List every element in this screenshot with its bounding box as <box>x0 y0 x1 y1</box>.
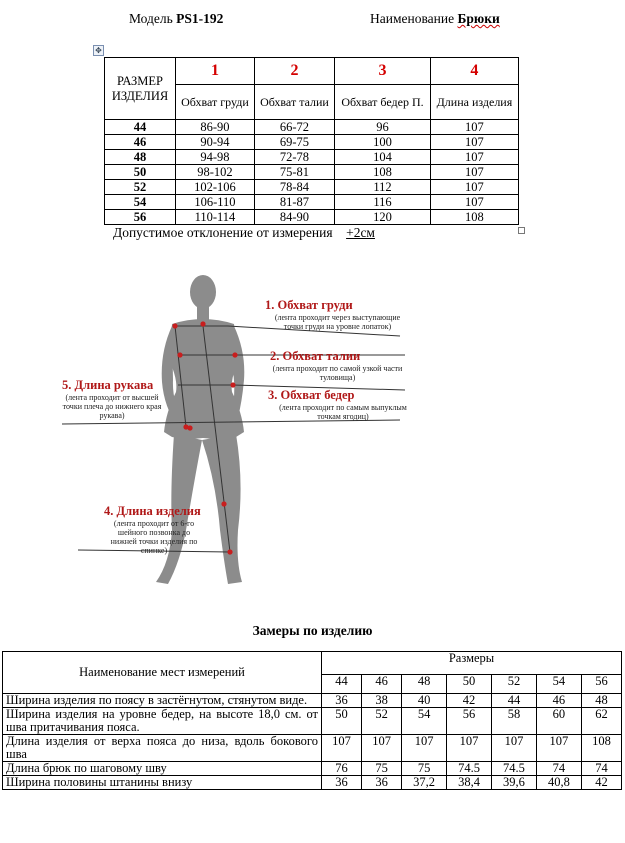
size-cell: 44 <box>105 120 176 135</box>
size-column-header: 48 <box>402 675 447 694</box>
value-cell: 112 <box>335 180 431 195</box>
measurement-name: Длина изделия от верха пояса до низа, вдоль бокового шва <box>3 735 322 762</box>
measurement-value: 107 <box>402 735 447 762</box>
col-title-chest: Обхват груди <box>176 85 255 120</box>
value-cell: 107 <box>430 120 518 135</box>
value-cell: 72-78 <box>254 150 334 165</box>
measurement-value: 40 <box>402 694 447 708</box>
measurement-value: 60 <box>536 708 581 735</box>
size-cell: 54 <box>105 195 176 210</box>
measurement-figure <box>60 262 420 592</box>
name-header <box>370 11 500 27</box>
table-row <box>105 120 519 135</box>
tolerance-value: +2см <box>346 225 375 240</box>
col-title-length: Длина изделия <box>430 85 518 120</box>
value-cell: 86-90 <box>176 120 255 135</box>
table-row <box>3 708 622 735</box>
table-row <box>105 210 519 225</box>
size-cell: 56 <box>105 210 176 225</box>
value-cell: 120 <box>335 210 431 225</box>
col-number-4: 4 <box>430 58 518 85</box>
value-cell: 84-90 <box>254 210 334 225</box>
measurement-value: 52 <box>362 708 402 735</box>
measurement-value: 107 <box>536 735 581 762</box>
tolerance-note <box>113 225 375 241</box>
value-cell: 96 <box>335 120 431 135</box>
col-number-1: 1 <box>176 58 255 85</box>
col-number-2: 2 <box>254 58 334 85</box>
measurement-value: 54 <box>402 708 447 735</box>
value-cell: 107 <box>430 180 518 195</box>
size-column-header: 54 <box>536 675 581 694</box>
col-title-hips: Обхват бедер П. <box>335 85 431 120</box>
size-column-header: 52 <box>492 675 537 694</box>
value-cell: 107 <box>430 135 518 150</box>
measure-length-label: 4. Длина изделия (лента проходит от 6-го шейного позвонка до нижней точки изделия по спинке) <box>104 504 201 555</box>
value-cell: 107 <box>430 165 518 180</box>
measure-waist-label: 2. Обхват талии (лента проходит по самой узкой части туловища) <box>270 349 403 382</box>
value-cell: 98-102 <box>176 165 255 180</box>
measurements-title: Замеры по изделию <box>252 623 373 638</box>
table-move-handle-icon[interactable]: ✥ <box>93 45 104 56</box>
size-column-header: 44 <box>322 675 362 694</box>
measure-sleeve-label: 5. Длина рукава (лента проходит от высшей точки плеча до нижнего края рукава) <box>62 378 162 420</box>
value-cell: 107 <box>430 150 518 165</box>
measurement-value: 36 <box>322 776 362 790</box>
value-cell: 108 <box>430 210 518 225</box>
name-label: Наименование <box>370 11 455 26</box>
measurement-value: 62 <box>581 708 621 735</box>
table-row <box>3 762 622 776</box>
table-row <box>3 694 622 708</box>
measurement-value: 37,2 <box>402 776 447 790</box>
value-cell: 106-110 <box>176 195 255 210</box>
tolerance-text: Допустимое отклонение от измерения <box>113 225 333 240</box>
value-cell: 78-84 <box>254 180 334 195</box>
measurement-value: 44 <box>492 694 537 708</box>
size-header-cell: РАЗМЕР ИЗДЕЛИЯ <box>105 58 176 120</box>
sizes-header: Размеры <box>322 652 622 675</box>
model-header <box>129 11 223 27</box>
measurement-value: 56 <box>447 708 492 735</box>
measure-chest-label: 1. Обхват груди (лента проходит через выступающие точки груди на уровне лопаток) <box>265 298 401 331</box>
measurement-value: 76 <box>322 762 362 776</box>
measure-hips-label: 3. Обхват бедер (лента проходит по самым выпуклым точкам ягодиц) <box>268 388 407 421</box>
measurement-value: 74.5 <box>492 762 537 776</box>
measurement-value: 48 <box>581 694 621 708</box>
measurement-value: 38 <box>362 694 402 708</box>
table-row <box>3 776 622 790</box>
value-cell: 75-81 <box>254 165 334 180</box>
size-cell: 50 <box>105 165 176 180</box>
measurement-value: 74 <box>581 762 621 776</box>
measurement-value: 42 <box>581 776 621 790</box>
table-row <box>105 195 519 210</box>
size-table <box>104 57 519 225</box>
measurement-value: 58 <box>492 708 537 735</box>
measurement-value: 39,6 <box>492 776 537 790</box>
measurement-value: 107 <box>322 735 362 762</box>
place-name-header: Наименование мест измерений <box>3 652 322 694</box>
name-value: Брюки <box>457 11 500 26</box>
measurement-value: 42 <box>447 694 492 708</box>
value-cell: 81-87 <box>254 195 334 210</box>
measurement-value: 36 <box>322 694 362 708</box>
value-cell: 69-75 <box>254 135 334 150</box>
value-cell: 107 <box>430 195 518 210</box>
size-column-header: 56 <box>581 675 621 694</box>
measurement-value: 36 <box>362 776 402 790</box>
size-cell: 46 <box>105 135 176 150</box>
measurement-name: Ширина половины штанины внизу <box>3 776 322 790</box>
value-cell: 100 <box>335 135 431 150</box>
col-title-waist: Обхват талии <box>254 85 334 120</box>
measurement-value: 107 <box>492 735 537 762</box>
model-value: PS1-192 <box>176 11 224 26</box>
measurement-name: Ширина изделия на уровне бедер, на высоте 18,0 см. от шва притачивания пояса. <box>3 708 322 735</box>
col-number-3: 3 <box>335 58 431 85</box>
size-cell: 52 <box>105 180 176 195</box>
measurement-name: Длина брюк по шаговому шву <box>3 762 322 776</box>
size-cell: 48 <box>105 150 176 165</box>
value-cell: 108 <box>335 165 431 180</box>
measurement-value: 46 <box>536 694 581 708</box>
measurement-value: 40,8 <box>536 776 581 790</box>
value-cell: 110-114 <box>176 210 255 225</box>
measurement-value: 75 <box>402 762 447 776</box>
model-label: Модель <box>129 11 173 26</box>
measurement-value: 108 <box>581 735 621 762</box>
table-row <box>105 180 519 195</box>
measurement-value: 74 <box>536 762 581 776</box>
measurement-value: 107 <box>447 735 492 762</box>
value-cell: 94-98 <box>176 150 255 165</box>
value-cell: 90-94 <box>176 135 255 150</box>
measurements-table <box>2 651 622 790</box>
measurement-value: 75 <box>362 762 402 776</box>
value-cell: 102-106 <box>176 180 255 195</box>
measurement-value: 107 <box>362 735 402 762</box>
measurement-value: 50 <box>322 708 362 735</box>
table-row <box>105 135 519 150</box>
value-cell: 116 <box>335 195 431 210</box>
table-row <box>3 735 622 762</box>
value-cell: 66-72 <box>254 120 334 135</box>
measurement-value: 38,4 <box>447 776 492 790</box>
table-resize-handle[interactable] <box>518 227 525 234</box>
value-cell: 104 <box>335 150 431 165</box>
measurement-value: 74.5 <box>447 762 492 776</box>
measurement-name: Ширина изделия по поясу в застёгнутом, стянутом виде. <box>3 694 322 708</box>
table-row <box>105 150 519 165</box>
size-column-header: 50 <box>447 675 492 694</box>
table-row <box>105 165 519 180</box>
size-column-header: 46 <box>362 675 402 694</box>
